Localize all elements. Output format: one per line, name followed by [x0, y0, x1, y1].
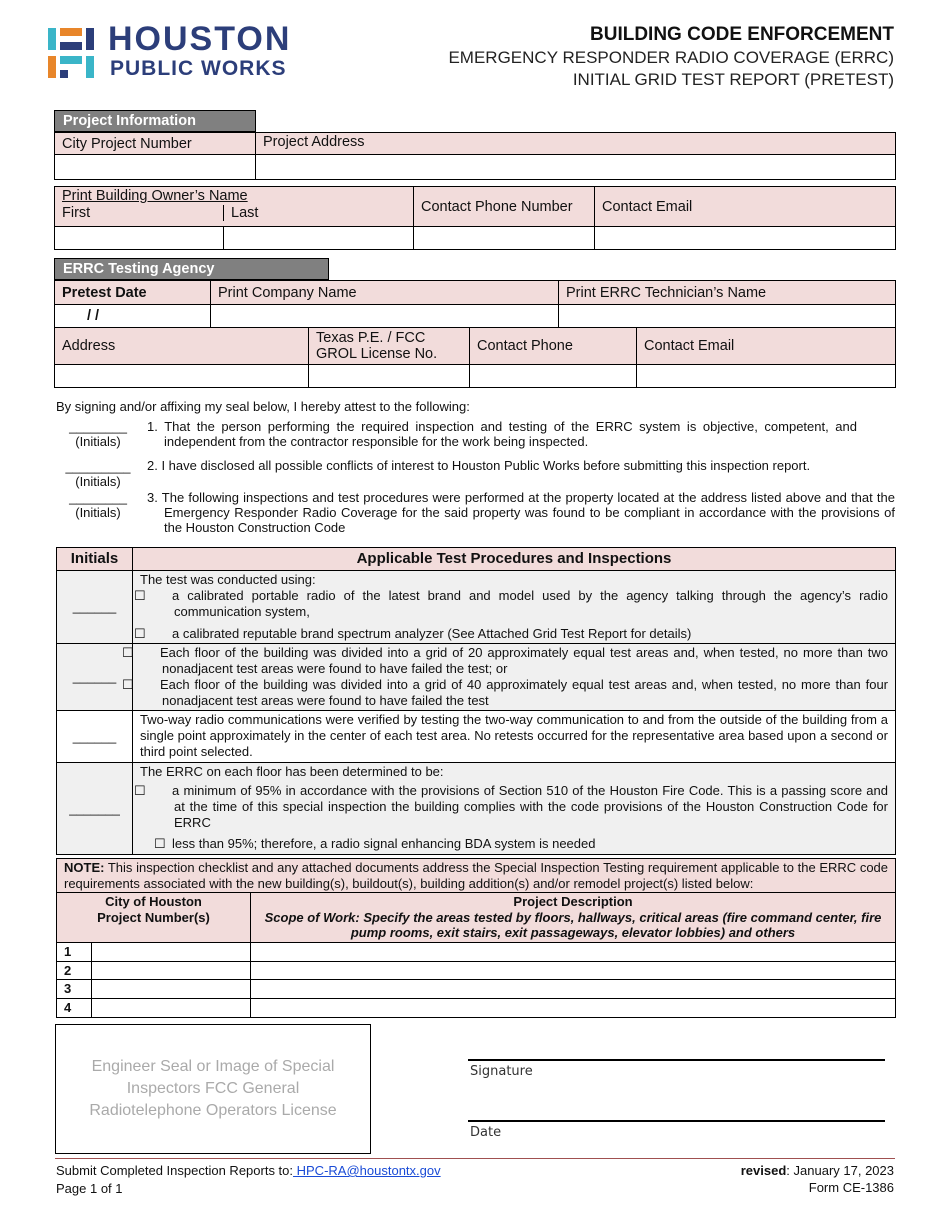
procedure-row-2 [57, 644, 896, 711]
procedure-3-text: Two-way radio communications were verified by testing the two-way communication to and from the outside of the building from a single point approximately in the center of each test area. No retests occurred for the representative area based upon a second or third point selected. [133, 711, 896, 763]
date-label: Date [470, 1125, 502, 1140]
note-body: This inspection checklist and any attached documents address the Special Inspection Testing requirement applicable to the ERRC code requirements associated with the new building(s), buildout(s), building addition(s) and/or remodel project(s) listed below: [64, 860, 889, 891]
project-number-field[interactable] [92, 980, 251, 999]
procedure-4-option-1 [134, 783, 888, 831]
attest-initials-3-line[interactable]: ________ [69, 490, 127, 505]
project-number-field[interactable] [92, 961, 251, 980]
company-name-field[interactable] [211, 305, 559, 328]
procedure-4-option-2 [140, 836, 888, 852]
procedure-1-option-1 [134, 588, 888, 620]
logo-text-public-works: PUBLIC WORKS [110, 57, 287, 80]
page-subtitle-1: EMERGENCY RESPONDER RADIO COVERAGE (ERRC) [448, 48, 894, 67]
agency-phone-field[interactable] [470, 365, 637, 388]
project-address-label: Project Address [256, 133, 896, 155]
attest-intro: By signing and/or affixing my seal below, I hereby attest to the following: [56, 399, 470, 414]
attest-initials-2-line[interactable]: _________ [65, 459, 131, 474]
owner-name-header [55, 187, 414, 227]
owner-last-label: Last [231, 205, 259, 221]
procedure-2-initials[interactable]: ______ [57, 644, 133, 711]
date-line[interactable] [468, 1120, 885, 1122]
attest-initials-3-label: (Initials) [75, 505, 121, 520]
logo [46, 20, 316, 84]
engineer-seal-box[interactable]: Engineer Seal or Image of Special Inspectors FCC General Radiotelephone Operators License [55, 1024, 371, 1154]
checkbox-icon[interactable]: ☐ [134, 783, 146, 798]
signature-line[interactable] [468, 1059, 885, 1061]
technician-name-label: Print ERRC Technician’s Name [559, 281, 896, 305]
footer-form-number: Form CE-1386 [808, 1180, 894, 1195]
owner-phone-field[interactable] [414, 227, 595, 250]
procedure-row-3 [57, 711, 896, 763]
procedure-2-option-2 [122, 677, 888, 709]
project-number-field[interactable] [92, 942, 251, 961]
project-info-heading: Project Information [54, 110, 256, 132]
attest-item-3: 3. The following inspections and test procedures were performed at the property located at the address listed above and that the Emergency Responder Radio Coverage for the said property was found to be compliant in accordance with the provisions of the Houston Construction Code [147, 490, 895, 535]
page-title: BUILDING CODE ENFORCEMENT [590, 24, 894, 45]
procedures-table [56, 547, 896, 855]
procedure-4-option-2-text: less than 95%; therefore, a radio signal enhancing BDA system is needed [172, 836, 596, 851]
project-description-title: Project Description [513, 894, 633, 909]
license-label-line2: GROL License No. [316, 346, 438, 362]
checkbox-icon[interactable]: ☐ [134, 588, 146, 603]
agency-email-field[interactable] [637, 365, 896, 388]
project-description-field[interactable] [251, 980, 896, 999]
agency-table-1 [54, 280, 896, 328]
table-row [57, 980, 896, 999]
footer-revised [741, 1163, 894, 1178]
procedure-1-option-1-text: a calibrated portable radio of the latest brand and model used by the agency talking through the agency’s radio communication system, [172, 588, 888, 619]
license-field[interactable] [309, 365, 470, 388]
attest-item-2: 2. I have disclosed all possible conflicts of interest to Houston Public Works before submitting this inspection report. [147, 458, 811, 473]
project-number-header-line1: City of Houston [105, 894, 202, 909]
agency-phone-label: Contact Phone [470, 328, 637, 365]
footer-submit [56, 1163, 441, 1178]
checkbox-icon[interactable]: ☐ [134, 626, 146, 641]
project-address-field[interactable] [256, 155, 896, 180]
logo-text-houston: HOUSTON [108, 20, 292, 58]
procedure-1-option-2-text: a calibrated reputable brand spectrum analyzer (See Attached Grid Test Report for details) [172, 626, 692, 641]
attest-initials-1-label: (Initials) [75, 434, 121, 449]
pretest-date-field[interactable]: / / [55, 305, 211, 328]
row-number: 4 [57, 998, 92, 1017]
owner-email-label: Contact Email [595, 187, 896, 227]
procedure-2-content [122, 644, 896, 711]
page-subtitle-2: INITIAL GRID TEST REPORT (PRETEST) [572, 70, 894, 89]
procedure-1-intro: The test was conducted using: [140, 572, 316, 587]
project-description-scope: Scope of Work: Specify the areas tested by floors, hallways, critical areas (fire command center, fire pump rooms, exit stairs, exit passageways, elevator lobbies) and others [264, 909, 882, 940]
attest-initials-2 [62, 459, 134, 489]
note-table [56, 858, 896, 1018]
agency-address-field[interactable] [55, 365, 309, 388]
footer-divider [55, 1158, 895, 1159]
agency-email-label: Contact Email [637, 328, 896, 365]
attest-initials-1 [62, 419, 134, 449]
project-description-header [251, 893, 896, 943]
procedure-2-option-1-text: Each floor of the building was divided into a grid of 20 approximately equal test areas and, when tested, no more than two nonadjacent test areas were found to have failed the test; or [160, 645, 888, 676]
project-description-field[interactable] [251, 961, 896, 980]
note-label: NOTE: [64, 860, 105, 875]
checkbox-icon[interactable]: ☐ [122, 645, 134, 660]
footer-email-link[interactable]: HPC-RA@houstontx.gov [293, 1163, 441, 1178]
project-number-field[interactable] [92, 998, 251, 1017]
houston-logo-mark-icon [46, 26, 100, 80]
footer-submit-text: Submit Completed Inspection Reports to: [56, 1163, 294, 1178]
technician-name-field[interactable] [559, 305, 896, 328]
footer-revised-label: revised [740, 1163, 787, 1178]
procedure-1-option-2 [134, 626, 888, 642]
city-project-number-label: City Project Number [55, 133, 256, 155]
attest-initials-2-label: (Initials) [75, 474, 121, 489]
table-row [57, 998, 896, 1017]
row-number: 3 [57, 980, 92, 999]
owner-first-field[interactable] [55, 227, 224, 250]
note-text [57, 859, 896, 893]
agency-table-2 [54, 327, 896, 388]
attest-item-1: 1. That the person performing the required inspection and testing of the ERRC system is objective, competent, and independent from the contractor responsible for the work being inspected. [147, 419, 857, 449]
owner-phone-label: Contact Phone Number [414, 187, 595, 227]
procedure-3-initials[interactable]: ______ [57, 711, 133, 763]
project-number-header [57, 893, 251, 943]
project-description-field[interactable] [251, 998, 896, 1017]
agency-heading: ERRC Testing Agency [54, 258, 329, 280]
procedure-4-option-1-text: a minimum of 95% in accordance with the provisions of Section 510 of the Houston Fire Code. This is a passing score and at the time of this special inspection the building complies with the code provisions of the Houston Construction Code for ERRC [172, 783, 888, 830]
project-info-table [54, 132, 896, 180]
agency-address-label: Address [55, 328, 309, 365]
procedure-1-initials[interactable]: ______ [57, 571, 133, 644]
license-label-line1: Texas P.E. / FCC [316, 330, 426, 346]
procedure-4-content [133, 763, 896, 855]
checkbox-icon[interactable]: ☐ [154, 836, 166, 851]
attest-initials-1-line[interactable]: ________ [69, 419, 127, 434]
table-row [57, 942, 896, 961]
owner-table [54, 186, 896, 250]
city-project-number-field[interactable] [55, 155, 256, 180]
row-number: 2 [57, 961, 92, 980]
footer-page-number: Page 1 of 1 [56, 1181, 123, 1196]
procedure-1-content [133, 571, 896, 644]
row-number: 1 [57, 942, 92, 961]
project-number-header-line2: Project Number(s) [97, 909, 210, 925]
owner-first-label: First [55, 205, 224, 221]
signature-label: Signature [470, 1064, 533, 1079]
procedure-4-intro: The ERRC on each floor has been determined to be: [140, 764, 444, 779]
procedure-2-option-2-text: Each floor of the building was divided into a grid of 40 approximately equal test areas and, when tested, no more than four nonadjacent test areas were found to have failed the test [160, 677, 888, 708]
owner-email-field[interactable] [595, 227, 896, 250]
owner-last-field[interactable] [224, 227, 414, 250]
procedure-4-initials[interactable]: _______ [57, 763, 133, 855]
project-description-field[interactable] [251, 942, 896, 961]
license-label [309, 328, 470, 365]
checkbox-icon[interactable]: ☐ [122, 677, 134, 692]
company-name-label: Print Company Name [211, 281, 559, 305]
procedure-row-4 [57, 763, 896, 855]
procedures-col-initials: Initials [57, 548, 133, 571]
attest-initials-3 [62, 490, 134, 520]
pretest-date-label: Pretest Date [55, 281, 211, 305]
footer-revised-date: : January 17, 2023 [786, 1163, 894, 1178]
owner-name-label: Print Building Owner’s Name [62, 188, 248, 204]
procedures-col-title: Applicable Test Procedures and Inspections [133, 548, 896, 571]
table-row [57, 961, 896, 980]
procedure-2-option-1 [122, 645, 888, 677]
procedure-row-1 [57, 571, 896, 644]
